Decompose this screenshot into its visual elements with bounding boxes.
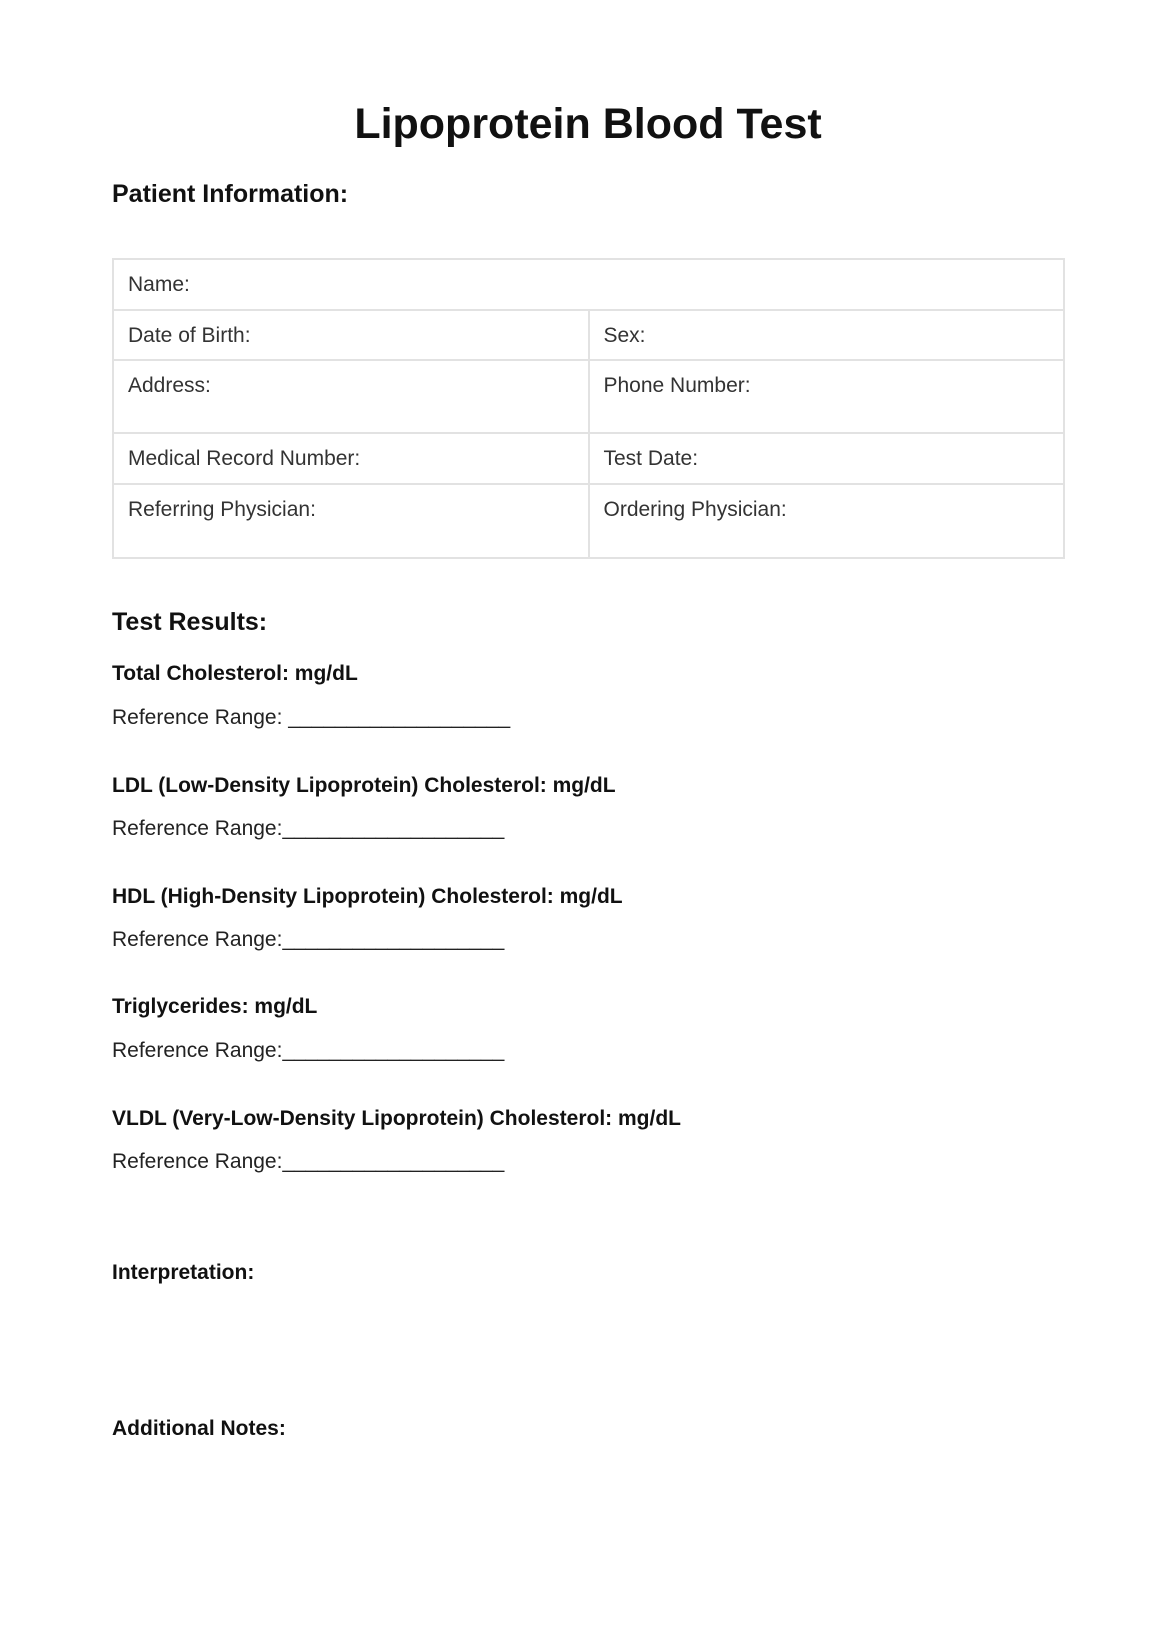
- ordering-physician-field[interactable]: Ordering Physician:: [589, 484, 1065, 558]
- name-field[interactable]: Name:: [113, 259, 1064, 310]
- reference-range-field[interactable]: Reference Range:___________________: [112, 1150, 505, 1173]
- patient-information-heading: Patient Information:: [112, 180, 349, 208]
- phone-field[interactable]: Phone Number:: [589, 360, 1065, 433]
- test-date-field[interactable]: Test Date:: [589, 433, 1065, 484]
- reference-range-field[interactable]: Reference Range:___________________: [112, 1039, 505, 1062]
- additional-notes-heading: Additional Notes:: [112, 1417, 286, 1440]
- referring-physician-field[interactable]: Referring Physician:: [113, 484, 589, 558]
- interpretation-heading: Interpretation:: [112, 1261, 255, 1284]
- test-results-heading: Test Results:: [112, 608, 268, 636]
- result-label: Triglycerides: mg/dL: [112, 995, 318, 1018]
- mrn-field[interactable]: Medical Record Number:: [113, 433, 589, 484]
- sex-field[interactable]: Sex:: [589, 310, 1065, 360]
- address-field[interactable]: Address:: [113, 360, 589, 433]
- dob-field[interactable]: Date of Birth:: [113, 310, 589, 360]
- result-label: Total Cholesterol: mg/dL: [112, 662, 358, 685]
- reference-range-field[interactable]: Reference Range:___________________: [112, 817, 505, 840]
- result-label: HDL (High-Density Lipoprotein) Cholesterol: mg/dL: [112, 885, 623, 908]
- result-label: LDL (Low-Density Lipoprotein) Cholesterol: mg/dL: [112, 774, 616, 797]
- page-title: Lipoprotein Blood Test: [354, 100, 822, 148]
- reference-range-field[interactable]: Reference Range: ___________________: [112, 706, 511, 729]
- reference-range-field[interactable]: Reference Range:___________________: [112, 928, 505, 951]
- result-label: VLDL (Very-Low-Density Lipoprotein) Cholesterol: mg/dL: [112, 1107, 681, 1130]
- patient-info-table: [112, 258, 1065, 559]
